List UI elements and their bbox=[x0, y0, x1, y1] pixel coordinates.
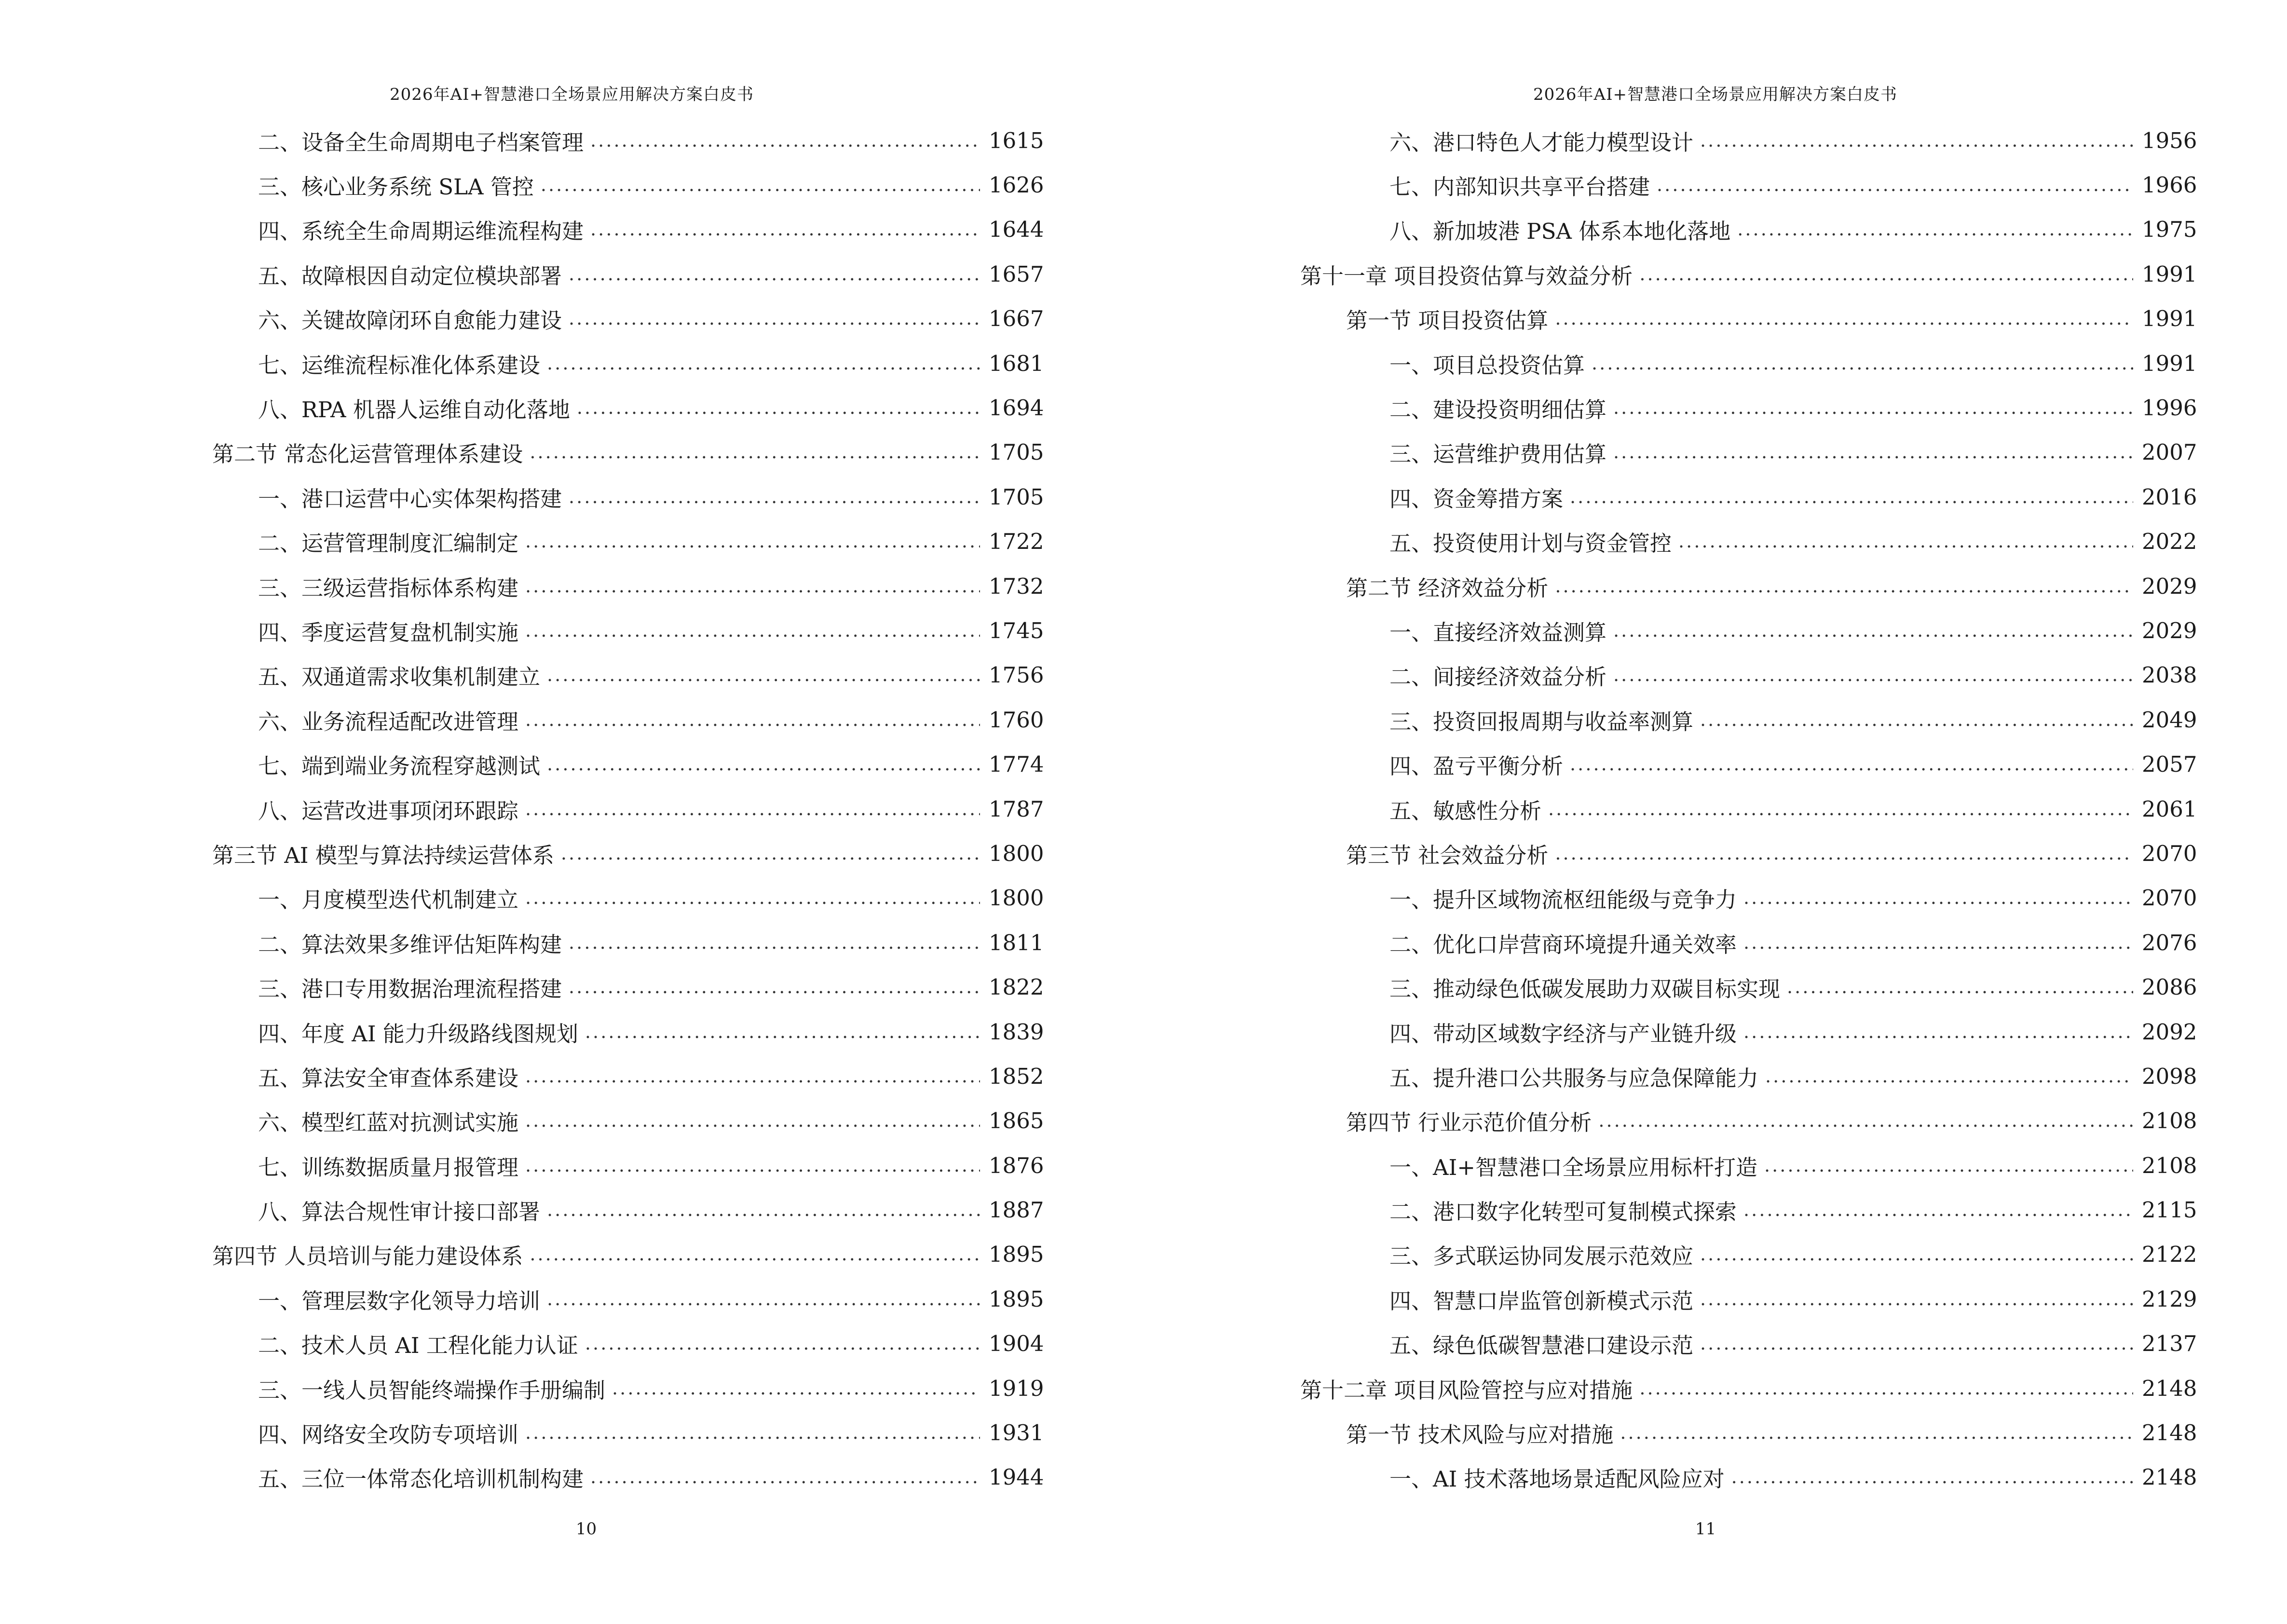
dot-leader bbox=[1765, 1065, 2133, 1087]
toc-entry-title: 一、月度模型迭代机制建立 bbox=[258, 887, 519, 913]
dot-leader bbox=[1639, 263, 2133, 285]
toc-entry-item[interactable] bbox=[1300, 1232, 2195, 1277]
toc-entry-page: 1705 bbox=[989, 439, 1044, 465]
toc-entry-page: 2115 bbox=[2142, 1197, 2197, 1223]
dot-leader bbox=[569, 486, 980, 508]
toc-entry-page: 1667 bbox=[989, 306, 1044, 332]
dot-leader bbox=[525, 575, 980, 597]
toc-entry-title: 三、一线人员智能终端操作手册编制 bbox=[258, 1377, 606, 1403]
dot-leader bbox=[577, 397, 980, 419]
dot-leader bbox=[547, 753, 980, 775]
toc-entry-title: 一、提升区域物流枢纽能级与竞争力 bbox=[1389, 887, 1737, 913]
toc-entry-page: 2070 bbox=[2142, 885, 2197, 911]
dot-leader bbox=[525, 1110, 980, 1132]
toc-entry-page: 2076 bbox=[2142, 929, 2197, 955]
toc-entry-item[interactable] bbox=[212, 163, 1042, 207]
toc-entry-page: 1722 bbox=[989, 529, 1044, 555]
toc-entry-item[interactable] bbox=[212, 653, 1042, 697]
toc-entry-item[interactable] bbox=[1300, 341, 2195, 385]
toc-entry-title: 二、运营管理制度汇编制定 bbox=[258, 531, 519, 557]
toc-entry-chapter[interactable] bbox=[1300, 252, 2195, 296]
dot-leader bbox=[590, 1466, 980, 1488]
toc-entry-page: 2108 bbox=[2142, 1152, 2197, 1178]
running-header: 2026年AI+智慧港口全场景应用解决方案白皮书 bbox=[1533, 85, 1897, 104]
dot-leader bbox=[1731, 1466, 2133, 1488]
toc-entry-title: 六、模型红蓝对抗测试实施 bbox=[258, 1110, 519, 1136]
toc-entry-title: 四、季度运营复盘机制实施 bbox=[258, 619, 519, 645]
dot-leader bbox=[525, 887, 980, 909]
dot-leader bbox=[585, 1333, 980, 1354]
toc-entry-item[interactable] bbox=[212, 1010, 1042, 1054]
toc-entry-item[interactable] bbox=[1300, 608, 2195, 653]
toc-entry-page: 2086 bbox=[2142, 974, 2197, 1000]
page-number: 10 bbox=[575, 1519, 597, 1539]
toc-entry-title: 三、多式联运协同发展示范效应 bbox=[1389, 1243, 1694, 1269]
toc-entry-page: 2129 bbox=[2142, 1286, 2197, 1312]
toc-entry-section[interactable] bbox=[1300, 1410, 2195, 1455]
toc-entry-page: 2016 bbox=[2142, 484, 2197, 510]
dot-leader bbox=[525, 798, 980, 820]
toc-entry-title: 五、双通道需求收集机制建立 bbox=[258, 664, 541, 690]
toc-entry-title: 三、投资回报周期与收益率测算 bbox=[1389, 709, 1694, 735]
toc-entry-item[interactable] bbox=[212, 1366, 1042, 1410]
toc-entry-page: 1991 bbox=[2142, 261, 2197, 287]
toc-entry-title: 五、算法安全审查体系建设 bbox=[258, 1065, 519, 1091]
toc-entry-item[interactable] bbox=[212, 1277, 1042, 1321]
dot-leader bbox=[525, 620, 980, 641]
toc-entry-page: 1705 bbox=[989, 484, 1044, 510]
toc-entry-page: 1800 bbox=[989, 840, 1044, 866]
dot-leader bbox=[1555, 843, 2133, 864]
toc-entry-item[interactable] bbox=[1300, 965, 2195, 1009]
dot-leader bbox=[1555, 308, 2133, 329]
toc-entry-item[interactable] bbox=[212, 385, 1042, 430]
toc-entry-title: 六、关键故障闭环自愈能力建设 bbox=[258, 308, 562, 334]
toc-entry-title: 一、AI+智慧港口全场景应用标杆打造 bbox=[1389, 1154, 1757, 1180]
dot-leader bbox=[585, 1021, 980, 1043]
toc-entry-page: 1895 bbox=[989, 1242, 1044, 1268]
toc-entry-page: 2029 bbox=[2142, 617, 2197, 643]
toc-entry-title: 二、建设投资明细估算 bbox=[1389, 397, 1607, 423]
dot-leader bbox=[590, 130, 980, 151]
dot-leader bbox=[569, 976, 980, 998]
toc-entry-title: 三、核心业务系统 SLA 管控 bbox=[258, 174, 534, 200]
toc-entry-page: 1681 bbox=[989, 350, 1044, 376]
toc-entry-title: 五、绿色低碳智慧港口建设示范 bbox=[1389, 1333, 1694, 1359]
dot-leader bbox=[1598, 1110, 2133, 1132]
toc-entry-page: 2122 bbox=[2142, 1242, 2197, 1268]
toc-entry-title: 三、港口专用数据治理流程搭建 bbox=[258, 976, 562, 1002]
running-header: 2026年AI+智慧港口全场景应用解决方案白皮书 bbox=[390, 85, 754, 104]
toc-entry-item[interactable] bbox=[1300, 1322, 2195, 1366]
toc-entry-page: 1760 bbox=[989, 707, 1044, 733]
toc-entry-title: 一、管理层数字化领导力培训 bbox=[258, 1288, 541, 1314]
dot-leader bbox=[547, 353, 980, 374]
toc-entry-item[interactable] bbox=[1300, 742, 2195, 786]
toc-entry-item[interactable] bbox=[1300, 787, 2195, 831]
dot-leader bbox=[1548, 798, 2133, 820]
dot-leader bbox=[1613, 664, 2133, 686]
toc-entry-page: 1745 bbox=[989, 617, 1044, 643]
toc-entry-item[interactable] bbox=[212, 1054, 1042, 1098]
toc-entry-title: 七、训练数据质量月报管理 bbox=[258, 1154, 519, 1180]
dot-leader bbox=[1570, 753, 2133, 775]
dot-leader bbox=[525, 531, 980, 552]
dot-leader bbox=[1657, 174, 2133, 196]
toc-entry-title: 四、盈亏平衡分析 bbox=[1389, 753, 1564, 779]
toc-entry-title: 四、智慧口岸监管创新模式示范 bbox=[1389, 1288, 1694, 1314]
toc-entry-page: 1887 bbox=[989, 1197, 1044, 1223]
dot-leader bbox=[569, 932, 980, 954]
toc-entry-item[interactable] bbox=[1300, 920, 2195, 965]
toc-entry-item[interactable] bbox=[212, 252, 1042, 296]
toc-entry-page: 2049 bbox=[2142, 707, 2197, 733]
dot-leader bbox=[561, 843, 980, 864]
toc-entry-title: 第四节 行业示范价值分析 bbox=[1346, 1110, 1592, 1136]
toc-entry-title: 四、资金筹措方案 bbox=[1389, 486, 1564, 512]
dot-leader bbox=[1700, 1288, 2133, 1310]
toc-entry-title: 五、投资使用计划与资金管控 bbox=[1389, 531, 1672, 557]
toc-entry-page: 1787 bbox=[989, 796, 1044, 822]
toc-entry-item[interactable] bbox=[212, 742, 1042, 786]
toc-entry-page: 1694 bbox=[989, 395, 1044, 421]
toc-entry-title: 六、港口特色人才能力模型设计 bbox=[1389, 129, 1694, 155]
toc-entry-title: 二、设备全生命周期电子档案管理 bbox=[258, 129, 584, 155]
toc-entry-page: 1615 bbox=[989, 127, 1044, 153]
toc-entry-title: 七、端到端业务流程穿越测试 bbox=[258, 753, 541, 779]
toc-entry-item[interactable] bbox=[212, 297, 1042, 341]
toc-entry-item[interactable] bbox=[212, 965, 1042, 1009]
toc-entry-section[interactable] bbox=[1300, 297, 2195, 341]
dot-leader bbox=[530, 1243, 980, 1265]
toc-entry-item[interactable] bbox=[212, 519, 1042, 564]
toc-list bbox=[212, 118, 1042, 1500]
toc-entry-page: 1919 bbox=[989, 1375, 1044, 1401]
toc-entry-title: 五、敏感性分析 bbox=[1389, 798, 1542, 824]
toc-entry-page: 1996 bbox=[2142, 395, 2197, 421]
toc-entry-title: 四、系统全生命周期运维流程构建 bbox=[258, 218, 584, 245]
dot-leader bbox=[1743, 1021, 2133, 1043]
dot-leader bbox=[1787, 976, 2133, 998]
toc-entry-title: 三、运营维护费用估算 bbox=[1389, 441, 1607, 467]
toc-entry-title: 四、网络安全攻防专项培训 bbox=[258, 1422, 519, 1448]
dot-leader bbox=[1555, 575, 2133, 597]
dot-leader bbox=[1678, 531, 2133, 552]
toc-list bbox=[1300, 118, 2195, 1500]
dot-leader bbox=[1737, 218, 2133, 240]
toc-entry-title: 第十一章 项目投资估算与效益分析 bbox=[1300, 263, 1633, 289]
dot-leader bbox=[1613, 620, 2133, 641]
toc-entry-item[interactable] bbox=[212, 920, 1042, 965]
page-number: 11 bbox=[1695, 1519, 1716, 1539]
toc-entry-item[interactable] bbox=[212, 697, 1042, 742]
toc-entry-item[interactable] bbox=[1300, 1455, 2195, 1500]
toc-entry-title: 七、运维流程标准化体系建设 bbox=[258, 352, 541, 378]
toc-entry-page: 2061 bbox=[2142, 796, 2197, 822]
toc-entry-page: 1895 bbox=[989, 1286, 1044, 1312]
toc-entry-section[interactable] bbox=[1300, 831, 2195, 875]
toc-entry-item[interactable] bbox=[212, 787, 1042, 831]
toc-entry-page: 2092 bbox=[2142, 1019, 2197, 1045]
toc-entry-page: 2038 bbox=[2142, 662, 2197, 688]
dot-leader bbox=[547, 664, 980, 686]
dot-leader bbox=[1570, 486, 2133, 508]
toc-entry-chapter[interactable] bbox=[1300, 1366, 2195, 1410]
toc-entry-page: 2148 bbox=[2142, 1420, 2197, 1446]
toc-entry-item[interactable] bbox=[212, 1143, 1042, 1187]
toc-entry-section[interactable] bbox=[1300, 564, 2195, 608]
toc-entry-title: 一、直接经济效益测算 bbox=[1389, 619, 1607, 645]
toc-entry-item[interactable] bbox=[1300, 519, 2195, 564]
toc-entry-item[interactable] bbox=[212, 207, 1042, 252]
dot-leader bbox=[1613, 397, 2133, 419]
toc-entry-title: 八、新加坡港 PSA 体系本地化落地 bbox=[1389, 218, 1731, 245]
toc-entry-title: 八、RPA 机器人运维自动化落地 bbox=[258, 397, 570, 423]
toc-entry-item[interactable] bbox=[212, 1187, 1042, 1232]
dot-leader bbox=[530, 441, 980, 463]
toc-entry-title: 四、年度 AI 能力升级路线图规划 bbox=[258, 1021, 578, 1047]
toc-entry-title: 五、提升港口公共服务与应急保障能力 bbox=[1389, 1065, 1759, 1091]
dot-leader bbox=[547, 1288, 980, 1310]
toc-entry-item[interactable] bbox=[212, 564, 1042, 608]
toc-entry-title: 第二节 经济效益分析 bbox=[1346, 575, 1549, 601]
dot-leader bbox=[525, 1422, 980, 1444]
toc-entry-page: 1966 bbox=[2142, 172, 2197, 198]
dot-leader bbox=[1743, 932, 2133, 954]
toc-entry-title: 第三节 社会效益分析 bbox=[1346, 842, 1549, 868]
dot-leader bbox=[525, 1065, 980, 1087]
toc-entry-title: 二、优化口岸营商环境提升通关效率 bbox=[1389, 931, 1737, 957]
toc-entry-title: 二、间接经济效益分析 bbox=[1389, 664, 1607, 690]
toc-entry-page: 1956 bbox=[2142, 127, 2197, 153]
toc-entry-title: 第三节 AI 模型与算法持续运营体系 bbox=[212, 842, 554, 868]
toc-entry-title: 八、运营改进事项闭环跟踪 bbox=[258, 798, 519, 824]
toc-entry-item[interactable] bbox=[1300, 1054, 2195, 1098]
dot-leader bbox=[1743, 887, 2133, 909]
dot-leader bbox=[525, 709, 980, 731]
toc-entry-page: 1822 bbox=[989, 974, 1044, 1000]
toc-entry-title: 五、故障根因自动定位模块部署 bbox=[258, 263, 562, 289]
toc-entry-page: 1991 bbox=[2142, 350, 2197, 376]
toc-entry-item[interactable] bbox=[1300, 163, 2195, 207]
toc-entry-page: 1931 bbox=[989, 1420, 1044, 1446]
toc-entry-item[interactable] bbox=[1300, 430, 2195, 475]
toc-entry-title: 第二节 常态化运营管理体系建设 bbox=[212, 441, 523, 467]
toc-entry-item[interactable] bbox=[1300, 697, 2195, 742]
toc-entry-item[interactable] bbox=[1300, 653, 2195, 697]
toc-entry-page: 1876 bbox=[989, 1152, 1044, 1178]
toc-entry-section[interactable] bbox=[212, 1232, 1042, 1277]
toc-entry-title: 一、AI 技术落地场景适配风险应对 bbox=[1389, 1466, 1725, 1492]
toc-entry-page: 2029 bbox=[2142, 573, 2197, 599]
toc-entry-item[interactable] bbox=[1300, 118, 2195, 163]
toc-entry-item[interactable] bbox=[212, 876, 1042, 920]
toc-entry-page: 1991 bbox=[2142, 306, 2197, 332]
toc-entry-section[interactable] bbox=[212, 430, 1042, 475]
toc-entry-title: 第一节 项目投资估算 bbox=[1346, 308, 1549, 334]
toc-entry-page: 1756 bbox=[989, 662, 1044, 688]
toc-entry-page: 1944 bbox=[989, 1464, 1044, 1490]
toc-entry-item[interactable] bbox=[212, 118, 1042, 163]
toc-entry-page: 1865 bbox=[989, 1108, 1044, 1134]
dot-leader bbox=[1700, 709, 2133, 731]
dot-leader bbox=[1700, 130, 2133, 151]
toc-entry-page: 1732 bbox=[989, 573, 1044, 599]
dot-leader bbox=[1639, 1378, 2133, 1399]
dot-leader bbox=[1613, 441, 2133, 463]
toc-entry-page: 1975 bbox=[2142, 217, 2197, 243]
toc-entry-item[interactable] bbox=[212, 341, 1042, 385]
dot-leader bbox=[1592, 353, 2133, 374]
dot-leader bbox=[1700, 1333, 2133, 1354]
toc-entry-page: 2137 bbox=[2142, 1331, 2197, 1357]
toc-entry-section[interactable] bbox=[212, 831, 1042, 875]
toc-entry-title: 二、算法效果多维评估矩阵构建 bbox=[258, 931, 562, 957]
dot-leader bbox=[547, 1199, 980, 1221]
toc-entry-item[interactable] bbox=[1300, 1010, 2195, 1054]
toc-entry-page: 2098 bbox=[2142, 1063, 2197, 1089]
toc-entry-item[interactable] bbox=[212, 608, 1042, 653]
toc-entry-title: 四、带动区域数字经济与产业链升级 bbox=[1389, 1021, 1737, 1047]
toc-entry-item[interactable] bbox=[212, 1322, 1042, 1366]
dot-leader bbox=[541, 174, 980, 196]
toc-entry-title: 第四节 人员培训与能力建设体系 bbox=[212, 1243, 523, 1269]
toc-entry-title: 一、港口运营中心实体架构搭建 bbox=[258, 486, 562, 512]
toc-entry-page: 1657 bbox=[989, 261, 1044, 287]
toc-entry-page: 2057 bbox=[2142, 751, 2197, 778]
toc-entry-title: 六、业务流程适配改进管理 bbox=[258, 709, 519, 735]
toc-entry-item[interactable] bbox=[1300, 1143, 2195, 1187]
toc-entry-page: 1774 bbox=[989, 751, 1044, 778]
toc-entry-page: 2070 bbox=[2142, 840, 2197, 866]
toc-entry-item[interactable] bbox=[212, 1099, 1042, 1143]
toc-entry-item[interactable] bbox=[212, 475, 1042, 519]
dot-leader bbox=[1700, 1243, 2133, 1265]
toc-entry-title: 八、算法合规性审计接口部署 bbox=[258, 1199, 541, 1225]
dot-leader bbox=[612, 1378, 980, 1399]
toc-entry-title: 第一节 技术风险与应对措施 bbox=[1346, 1422, 1614, 1448]
toc-entry-title: 第十二章 项目风险管控与应对措施 bbox=[1300, 1377, 1633, 1403]
toc-entry-page: 2022 bbox=[2142, 529, 2197, 555]
toc-entry-item[interactable] bbox=[1300, 385, 2195, 430]
dot-leader bbox=[1743, 1199, 2133, 1221]
toc-entry-page: 1626 bbox=[989, 172, 1044, 198]
dot-leader bbox=[569, 308, 980, 329]
right-page bbox=[1144, 0, 2287, 1624]
toc-entry-page: 1852 bbox=[989, 1063, 1044, 1089]
toc-entry-title: 一、项目总投资估算 bbox=[1389, 352, 1585, 378]
toc-entry-item[interactable] bbox=[1300, 876, 2195, 920]
dot-leader bbox=[1764, 1155, 2133, 1176]
toc-entry-page: 1904 bbox=[989, 1331, 1044, 1357]
toc-entry-title: 五、三位一体常态化培训机制构建 bbox=[258, 1466, 584, 1492]
dot-leader bbox=[569, 263, 980, 285]
toc-entry-title: 三、三级运营指标体系构建 bbox=[258, 575, 519, 601]
toc-entry-page: 2007 bbox=[2142, 439, 2197, 465]
toc-entry-item[interactable] bbox=[1300, 475, 2195, 519]
toc-entry-page: 2108 bbox=[2142, 1108, 2197, 1134]
toc-entry-page: 1800 bbox=[989, 885, 1044, 911]
toc-entry-item[interactable] bbox=[212, 1410, 1042, 1455]
toc-entry-title: 三、推动绿色低碳发展助力双碳目标实现 bbox=[1389, 976, 1781, 1002]
toc-entry-item[interactable] bbox=[1300, 1187, 2195, 1232]
toc-entry-title: 二、港口数字化转型可复制模式探索 bbox=[1389, 1199, 1737, 1225]
dot-leader bbox=[1620, 1422, 2133, 1444]
toc-entry-item[interactable] bbox=[1300, 207, 2195, 252]
toc-entry-section[interactable] bbox=[1300, 1099, 2195, 1143]
toc-entry-page: 1644 bbox=[989, 217, 1044, 243]
toc-entry-page: 2148 bbox=[2142, 1375, 2197, 1401]
toc-entry-page: 2148 bbox=[2142, 1464, 2197, 1490]
toc-entry-title: 七、内部知识共享平台搭建 bbox=[1389, 174, 1650, 200]
dot-leader bbox=[590, 218, 980, 240]
dot-leader bbox=[525, 1155, 980, 1176]
toc-entry-page: 1811 bbox=[989, 929, 1044, 955]
toc-entry-title: 二、技术人员 AI 工程化能力认证 bbox=[258, 1333, 578, 1359]
toc-entry-item[interactable] bbox=[1300, 1277, 2195, 1321]
toc-entry-page: 1839 bbox=[989, 1019, 1044, 1045]
toc-entry-item[interactable] bbox=[212, 1455, 1042, 1500]
